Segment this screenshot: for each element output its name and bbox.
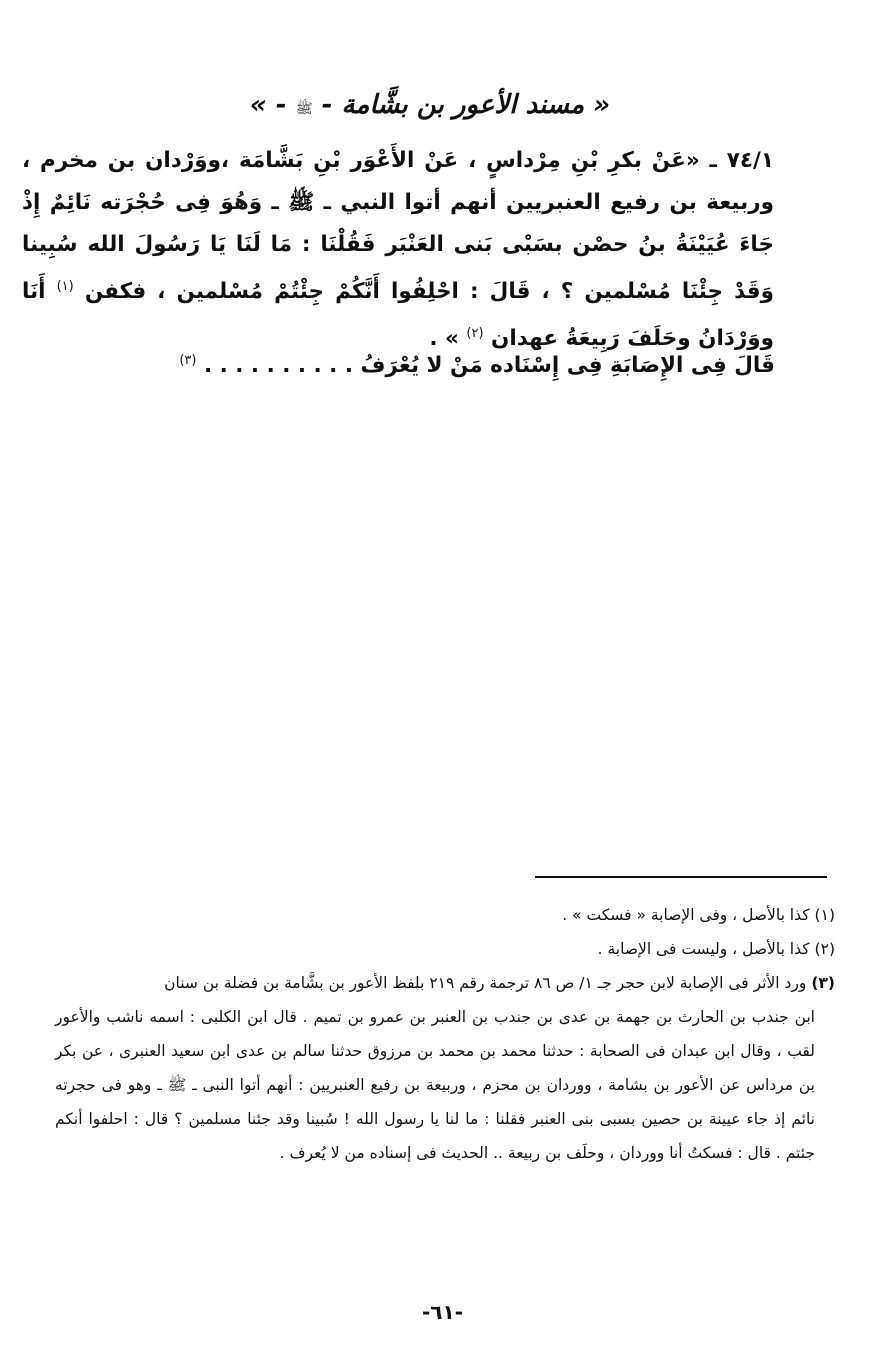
footnote-3-first-line: ورد الأثر فى الإصابة لابن حجر جـ ١/ ص ٨٦ ترجمة رقم ٢١٩ بلفظ الأعور بن بشَّامة بن فضلة بن سنان: [164, 974, 807, 992]
comment-text: قَالَ فِى الإِصَابَةِ فِى إِسْنَاده مَنْ لا يُعْرَفُ . . . . . . . . . .: [203, 353, 775, 379]
title-text: « مسند الأعور بن بشَّامة -: [321, 90, 611, 120]
hadith-body-3: » .: [429, 326, 459, 352]
page-number: -٦١-: [421, 1300, 464, 1324]
section-title: [180, 90, 680, 120]
hadith-text: [22, 140, 774, 360]
footnote-divider: [535, 876, 827, 878]
footnote-ref-1: (١): [56, 279, 74, 294]
isnad-comment: [60, 353, 775, 378]
footnote-1: (١) كذا بالأصل ، وفى الإصابة « فسكت » .: [562, 906, 835, 924]
footnote-3-number: (٣): [811, 974, 835, 992]
hadith-body: ٧٤/١ ـ «عَنْ بكرِ بْنِ مِرْداسٍ ، عَنْ الأَعْوَر بْنِ بَشَّامَة ،ووَرْدان بن مخرم ، وربيعة بن رفيع العنبريين أنهم أتوا النبي ـ ﷺ ـ وَهُوَ فِى حُجْرَته نَائِمٌ إِذْ جَاءَ عُيَيْنَةُ بنُ حصْن بسَبْى بَنى العَنْبَر فَقُلْنَا : مَا لَنَا يَا رَسُولَ الله سُبِينا وَقَدْ جِئْنَا مُسْلمين ؟ ، قَالَ : احْلِفُوا أَنَّكُمْ جِئْتُمْ مُسْلمين ، فكفن: [22, 148, 774, 305]
footnotes: [55, 898, 835, 1170]
footnote-2: (٢) كذا بالأصل ، وليست فى الإصابة .: [597, 940, 835, 958]
footnote-3: [55, 966, 835, 1170]
footnote-3-continuation: ابن جندب بن الحارث بن جهمة بن عدى بن جندب بن العنبر بن عمرو بن تميم . قال ابن الكلبى : اسمه ناشب والأعور لقب ، وقال ابن عبدان فى الصحابة : حدثنا محمد بن محمد بن مرزوق حدثنا سالم بن عدى ابن سعيد العنبرى ، عن بكر بن مرداس عن الأعور بن بشامة ، ووردان بن محزم ، وربيعة بن رفيع العنبريين : أنهم أتوا النبى ـ ﷺ ـ وهو فى حجرته نائم إذ جاء عيينة بن حصين بسبى بنى العنبر فقلنا : ما لنا يا رسول الله ! سُبينا وقد جئنا مسلمين ؟ قال : احلفوا أنكم جئتم . قال : فسكتُ أنا ووردان ، وحلَف بن ربيعة .. الحديث فى إسناده من لا يُعرف .: [55, 1008, 815, 1162]
footnote-ref-3: (٣): [179, 353, 197, 368]
footnote-ref-2: (٢): [466, 326, 484, 342]
title-end: - »: [249, 90, 287, 120]
honorific-mark: ﷺ: [295, 101, 313, 117]
hadith-body-2: أَنَا ووَرْدَانُ وحَلَفَ رَبِيعَةُ عهدان: [22, 279, 774, 352]
